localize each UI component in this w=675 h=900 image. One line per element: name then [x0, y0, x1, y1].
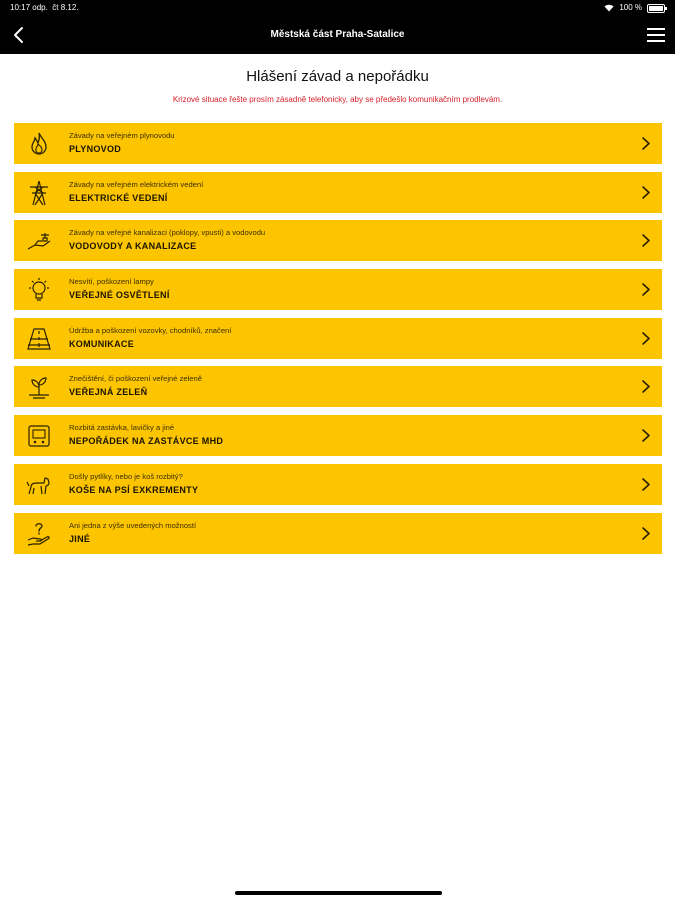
- category-item-elektricke-vedeni[interactable]: [14, 172, 662, 213]
- item-subtitle: Rozbitá zastávka, lavičky a jiné: [69, 423, 175, 433]
- status-time-date: [10, 0, 79, 16]
- status-bar: [0, 0, 675, 16]
- question-hand-icon: [25, 520, 53, 548]
- category-item-kose-psi-exkrementy[interactable]: [14, 464, 662, 505]
- status-time: 10:17 odp.: [10, 3, 48, 12]
- dog-icon: [25, 471, 53, 499]
- home-indicator[interactable]: [235, 891, 442, 895]
- item-subtitle: Údržba a poškození vozovky, chodníků, značení: [69, 325, 232, 335]
- power-pylon-icon: [25, 179, 53, 207]
- item-title: VEŘEJNÉ OSVĚTLENÍ: [69, 290, 170, 301]
- chevron-right-icon: [640, 526, 652, 541]
- bus-stop-icon: [25, 422, 53, 450]
- navigation-bar: [0, 16, 675, 54]
- battery-icon: [647, 4, 665, 13]
- item-subtitle: Závady na veřejné kanalizaci (poklopy, vpusti) a vodovodu: [69, 228, 266, 238]
- category-item-verejna-zelen[interactable]: [14, 366, 662, 407]
- chevron-right-icon: [640, 331, 652, 346]
- hamburger-menu-icon[interactable]: [646, 25, 666, 45]
- category-item-komunikace[interactable]: [14, 318, 662, 359]
- category-item-zastavka-mhd[interactable]: [14, 415, 662, 456]
- chevron-right-icon: [640, 185, 652, 200]
- chevron-right-icon: [640, 379, 652, 394]
- chevron-right-icon: [640, 233, 652, 248]
- status-indicators: [604, 0, 665, 16]
- category-item-vodovody-kanalizace[interactable]: [14, 220, 662, 261]
- item-title: ELEKTRICKÉ VEDENÍ: [69, 192, 168, 203]
- chevron-right-icon: [640, 136, 652, 151]
- item-title: NEPOŘÁDEK NA ZASTÁVCE MHD: [69, 436, 224, 447]
- item-title: KOŠE NA PSÍ EXKREMENTY: [69, 484, 199, 495]
- item-subtitle: Došly pytlíky, nebo je koš rozbitý?: [69, 471, 183, 481]
- chevron-right-icon: [640, 428, 652, 443]
- category-item-plynovod[interactable]: [14, 123, 662, 164]
- battery-percent: 100 %: [619, 3, 642, 12]
- wifi-icon: [604, 4, 614, 12]
- item-subtitle: Znečištění, či poškození veřejné zeleně: [69, 374, 202, 384]
- item-title: VEŘEJNÁ ZELEŇ: [69, 387, 148, 398]
- item-title: KOMUNIKACE: [69, 338, 134, 349]
- water-tap-icon: [25, 227, 53, 255]
- item-subtitle: Nesvítí, poškození lampy: [69, 277, 154, 287]
- item-title: VODOVODY A KANALIZACE: [69, 241, 197, 252]
- item-title: PLYNOVOD: [69, 144, 122, 154]
- chevron-right-icon: [640, 282, 652, 297]
- chevron-right-icon: [640, 477, 652, 492]
- page-warning: Krizové situace řešte prosím zásadně telefonicky, aby se předešlo komunikačním prodlevám.: [172, 95, 503, 104]
- page-title: Hlášení závad a nepořádku: [246, 68, 429, 85]
- road-icon: [25, 325, 53, 353]
- item-subtitle: Závady na veřejném plynovodu: [69, 131, 175, 140]
- item-subtitle: Závady na veřejném elektrickém vedení: [69, 179, 204, 189]
- flame-icon: [25, 130, 53, 158]
- light-bulb-icon: [25, 276, 53, 304]
- category-list: [14, 123, 662, 561]
- item-title: JINÉ: [69, 533, 91, 544]
- status-date: čt 8.12.: [52, 3, 79, 12]
- nav-title: Městská část Praha-Satalice: [270, 29, 405, 40]
- item-subtitle: Ani jedna z výše uvedených možností: [69, 520, 197, 530]
- category-item-verejne-osvetleni[interactable]: [14, 269, 662, 310]
- plant-icon: [25, 373, 53, 401]
- category-item-jine[interactable]: [14, 513, 662, 554]
